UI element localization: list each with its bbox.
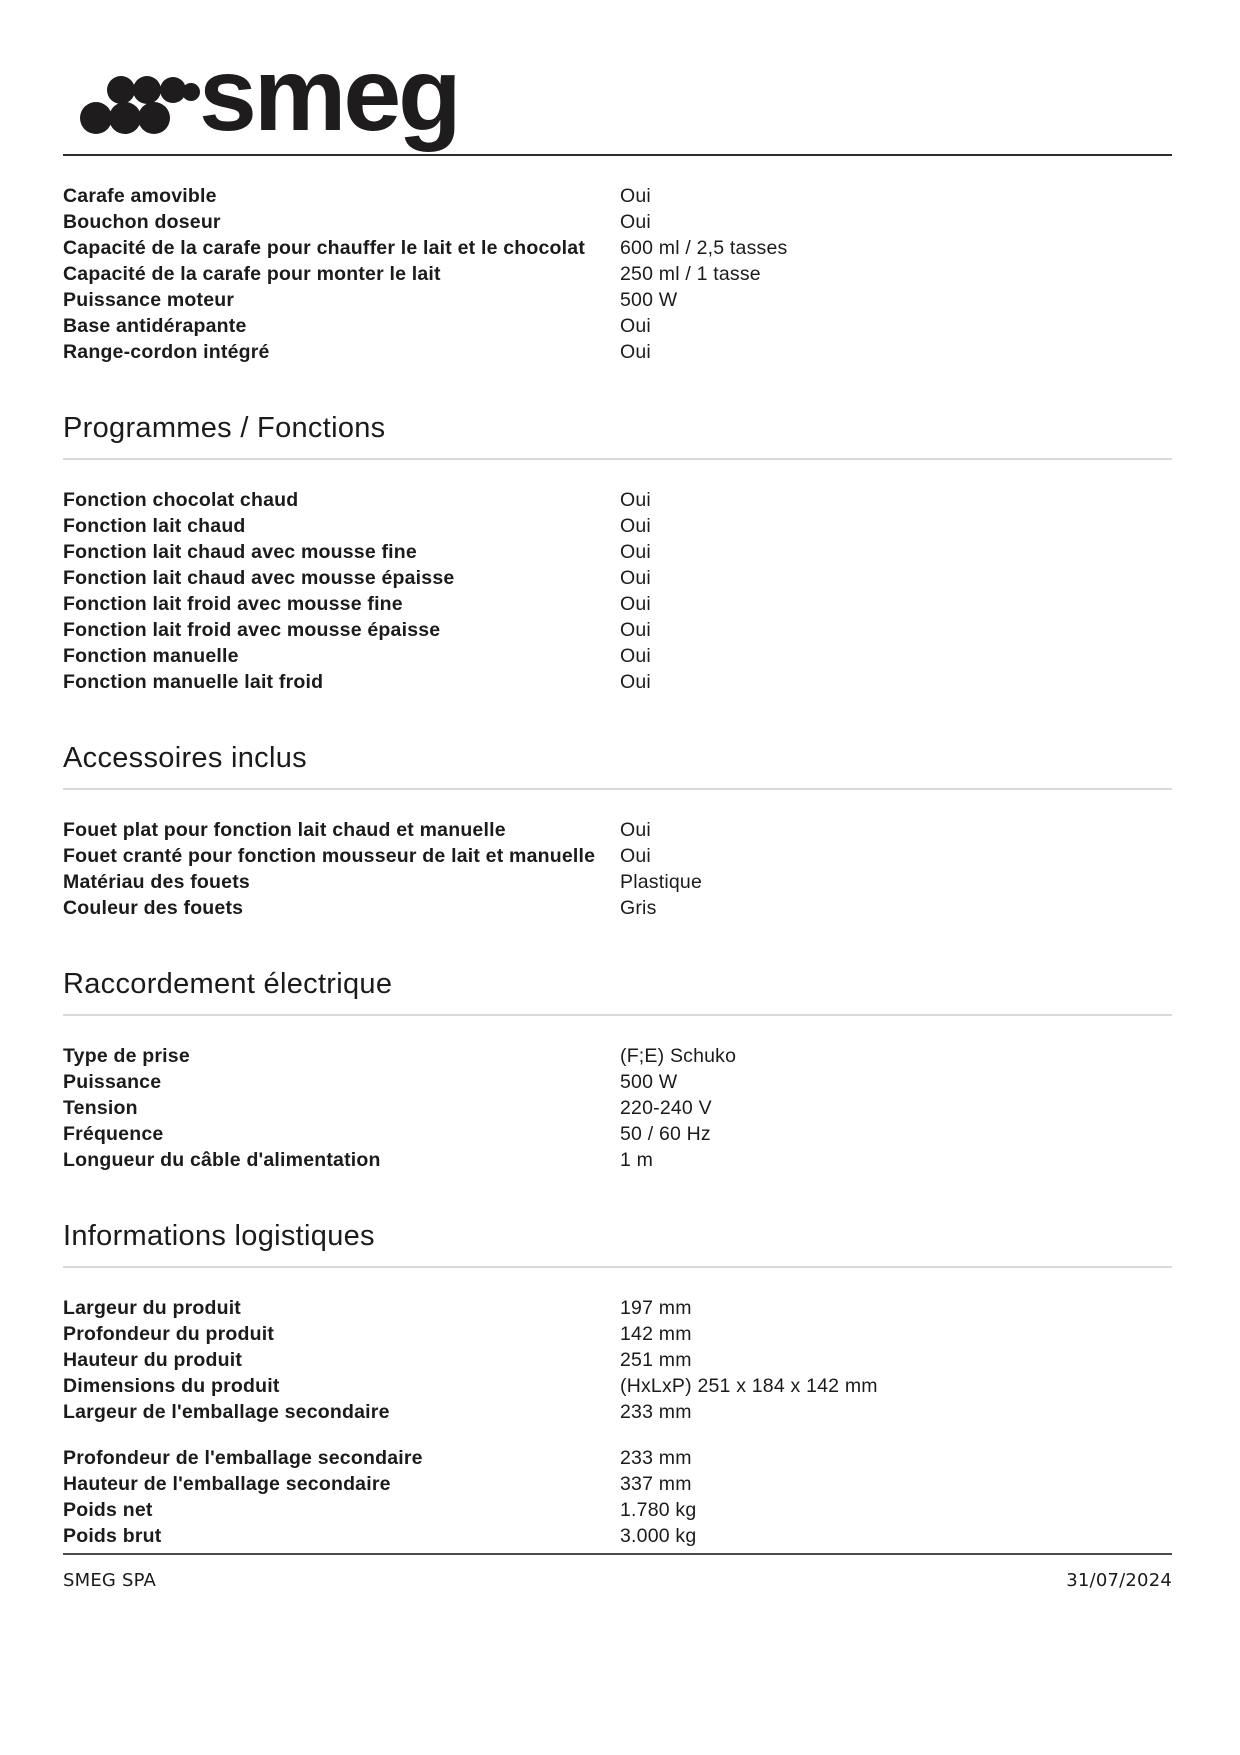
spec-label: Fonction lait chaud avec mousse fine <box>63 541 417 563</box>
spec-value: Oui <box>620 489 651 511</box>
spec-value: 600 ml / 2,5 tasses <box>620 237 788 259</box>
spec-row <box>63 643 1172 669</box>
spec-row <box>63 1321 1172 1347</box>
spec-label: Fonction chocolat chaud <box>63 489 299 511</box>
spec-row <box>63 817 1172 843</box>
section-title: Raccordement électrique <box>63 968 393 1000</box>
spec-label: Range-cordon intégré <box>63 341 270 363</box>
spec-label: Poids net <box>63 1499 153 1521</box>
spec-section <box>63 968 1172 1173</box>
spec-value: 500 W <box>620 289 678 311</box>
footer-date: 31/07/2024 <box>1066 1570 1172 1591</box>
spec-value: Gris <box>620 897 657 919</box>
spec-value: Oui <box>620 541 651 563</box>
section-header <box>63 968 1172 1016</box>
spec-value: Oui <box>620 593 651 615</box>
spec-row <box>63 669 1172 695</box>
section-rows <box>63 183 1172 365</box>
spec-label: Fonction lait chaud <box>63 515 246 537</box>
spec-row <box>63 1095 1172 1121</box>
smeg-logo-text: smeg <box>199 52 459 152</box>
spec-value: Oui <box>620 619 651 641</box>
section-title: Informations logistiques <box>63 1220 375 1252</box>
spec-section <box>63 1220 1172 1549</box>
spec-label: Capacité de la carafe pour monter le lait <box>63 263 441 285</box>
spec-row <box>63 487 1172 513</box>
spec-label: Puissance <box>63 1071 162 1093</box>
spec-label: Carafe amovible <box>63 185 217 207</box>
spec-row <box>63 869 1172 895</box>
section-header <box>63 742 1172 790</box>
spec-sections <box>63 183 1172 1549</box>
spec-value: 50 / 60 Hz <box>620 1123 711 1145</box>
spec-label: Base antidérapante <box>63 315 247 337</box>
spec-label: Fonction lait chaud avec mousse épaisse <box>63 567 455 589</box>
spec-value: Oui <box>620 845 651 867</box>
spec-label: Fonction manuelle lait froid <box>63 671 324 693</box>
spec-row <box>63 1043 1172 1069</box>
spec-value: 220-240 V <box>620 1097 712 1119</box>
spec-label: Largeur du produit <box>63 1297 242 1319</box>
spec-value: (HxLxP) 251 x 184 x 142 mm <box>620 1375 878 1397</box>
spec-label: Type de prise <box>63 1045 190 1067</box>
spec-row <box>63 1399 1172 1425</box>
spec-value: 500 W <box>620 1071 678 1093</box>
spec-row <box>63 1295 1172 1321</box>
spec-label: Longueur du câble d'alimentation <box>63 1149 381 1171</box>
spec-value: 337 mm <box>620 1473 692 1495</box>
spec-value: 3.000 kg <box>620 1525 697 1547</box>
spec-row <box>63 287 1172 313</box>
spec-row <box>63 209 1172 235</box>
spec-label: Fonction lait froid avec mousse épaisse <box>63 619 441 641</box>
spec-section <box>63 412 1172 695</box>
spec-row <box>63 1147 1172 1173</box>
section-divider <box>63 458 1172 460</box>
spec-row <box>63 1373 1172 1399</box>
footer-company: SMEG SPA <box>63 1570 157 1591</box>
spec-value: Oui <box>620 671 651 693</box>
spec-section <box>63 742 1172 921</box>
spec-row <box>63 1471 1172 1497</box>
spec-row <box>63 617 1172 643</box>
spec-value: 1 m <box>620 1149 654 1171</box>
spec-row <box>63 339 1172 365</box>
spec-label: Fonction lait froid avec mousse fine <box>63 593 403 615</box>
spec-label: Tension <box>63 1097 138 1119</box>
spec-label: Fouet cranté pour fonction mousseur de lait et manuelle <box>63 845 596 867</box>
smeg-logo-icon <box>71 52 471 152</box>
spec-row <box>63 1069 1172 1095</box>
spec-row <box>63 1523 1172 1549</box>
spec-row <box>63 513 1172 539</box>
spec-label: Bouchon doseur <box>63 211 221 233</box>
spec-row <box>63 843 1172 869</box>
header-divider <box>63 154 1172 156</box>
section-divider <box>63 788 1172 790</box>
spec-value: 233 mm <box>620 1447 692 1469</box>
spec-label: Largeur de l'emballage secondaire <box>63 1401 390 1423</box>
spec-label: Hauteur du produit <box>63 1349 243 1371</box>
spec-value: 1.780 kg <box>620 1499 697 1521</box>
spec-row <box>63 565 1172 591</box>
section-divider <box>63 1014 1172 1016</box>
section-title: Programmes / Fonctions <box>63 412 386 444</box>
section-rows <box>63 817 1172 921</box>
section-rows <box>63 1295 1172 1549</box>
spec-label: Capacité de la carafe pour chauffer le lait et le chocolat <box>63 237 586 259</box>
spec-value: Oui <box>620 315 651 337</box>
page-footer <box>63 1553 1172 1591</box>
spec-label: Hauteur de l'emballage secondaire <box>63 1473 391 1495</box>
spec-value: Oui <box>620 645 651 667</box>
spec-label: Fréquence <box>63 1123 164 1145</box>
spec-label: Fouet plat pour fonction lait chaud et manuelle <box>63 819 506 841</box>
spec-label: Couleur des fouets <box>63 897 244 919</box>
spec-row <box>63 591 1172 617</box>
spec-value: 197 mm <box>620 1297 692 1319</box>
section-header <box>63 1220 1172 1268</box>
spec-value: 142 mm <box>620 1323 692 1345</box>
spec-row <box>63 1121 1172 1147</box>
spec-row <box>63 895 1172 921</box>
spec-label: Puissance moteur <box>63 289 235 311</box>
spec-value: 250 ml / 1 tasse <box>620 263 761 285</box>
spec-label: Poids brut <box>63 1525 162 1547</box>
spec-value: Oui <box>620 211 651 233</box>
spec-label: Profondeur de l'emballage secondaire <box>63 1447 423 1469</box>
section-divider <box>63 1266 1172 1268</box>
spec-section <box>63 183 1172 365</box>
spec-value: Oui <box>620 819 651 841</box>
spec-row <box>63 1497 1172 1523</box>
section-title: Accessoires inclus <box>63 742 307 774</box>
spec-value: 233 mm <box>620 1401 692 1423</box>
spec-row <box>63 1445 1172 1471</box>
spec-value: Oui <box>620 567 651 589</box>
brand-header <box>71 52 1172 152</box>
spec-row <box>63 183 1172 209</box>
section-rows <box>63 1043 1172 1173</box>
spec-row <box>63 313 1172 339</box>
spec-row <box>63 235 1172 261</box>
spec-label: Fonction manuelle <box>63 645 239 667</box>
spec-row <box>63 539 1172 565</box>
section-rows <box>63 487 1172 695</box>
spec-label: Profondeur du produit <box>63 1323 275 1345</box>
section-header <box>63 412 1172 460</box>
spec-value: 251 mm <box>620 1349 692 1371</box>
spec-value: Oui <box>620 185 651 207</box>
spec-value: Oui <box>620 341 651 363</box>
spec-row <box>63 1347 1172 1373</box>
spec-value: (F;E) Schuko <box>620 1045 737 1067</box>
spec-row <box>63 261 1172 287</box>
spec-label: Matériau des fouets <box>63 871 250 893</box>
spec-value: Plastique <box>620 871 703 893</box>
spec-value: Oui <box>620 515 651 537</box>
spec-label: Dimensions du produit <box>63 1375 280 1397</box>
